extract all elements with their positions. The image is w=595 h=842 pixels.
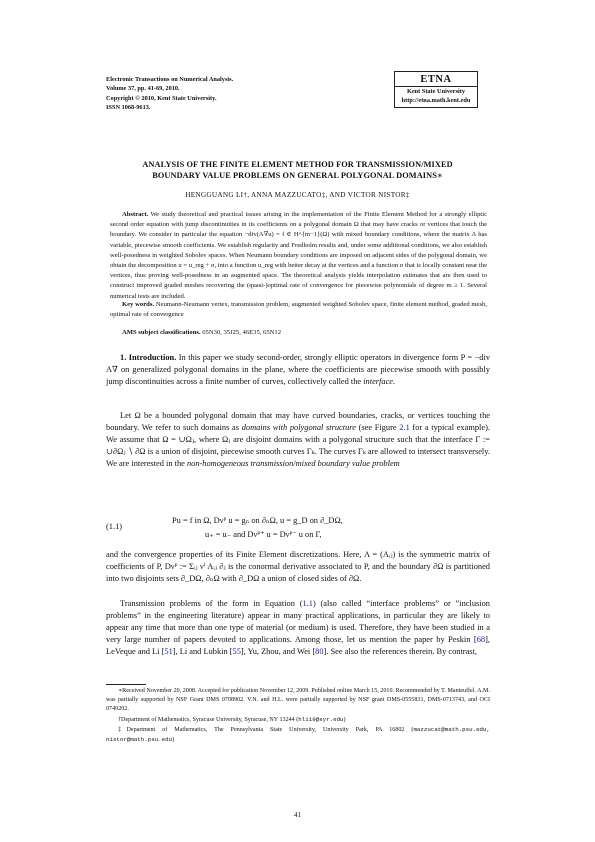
emphasis-interface: interface (363, 377, 394, 387)
emphasis-polygonal-structure: domains with polygonal structure (241, 423, 356, 433)
figure-link[interactable]: 2.1 (399, 423, 410, 433)
affiliation-text: ‡Department of Mathematics, The Pennsylvania State University, University Park, PA 16802 ( (118, 726, 414, 733)
p2-text-a: Let Ω be a bounded polygonal domain that may have curved boundaries, cracks, or vertices touching the boundary. We refer to such domains as (106, 411, 490, 433)
footnotes (106, 687, 490, 745)
footnote-affiliation-1 (106, 715, 490, 725)
emphasis-problem: non-homogeneous transmission/mixed boundary value problem (186, 459, 400, 469)
citation-link[interactable]: 80 (315, 647, 324, 657)
etna-name: ETNA (420, 74, 452, 85)
affiliation-close: ) (343, 716, 346, 723)
p4-text-e: ], Yu, Zhou, and Wei [ (240, 647, 316, 657)
citation-link[interactable]: 55 (232, 647, 241, 657)
journal-name: Electronic Transactions on Numerical Analysis. (106, 76, 234, 83)
footnote-received: ∗Received November 20, 2008. Accepted for publication November 12, 2009. Published online March 15, 2010. Recommended by T. Manteuffel. A.M. was partially supported by NSF Grant DMS 0708902. V.N. and H.L. were partially supported by NSF grant DMS-0555831, DMS-0713743, and OCI 0749202. (106, 688, 490, 713)
equation-link[interactable]: 1.1 (302, 599, 313, 608)
p4-text-b: ) (also called “interface problems” or ”inclusion problems” in the engineering literature) appear in many practical applications, in particular they are likely to appear any time that more than one type of material (or medium) is used. Therefore, they have been studied in a very large number of papers devoted to applications. Among those, let us mention the paper by Peskin [ (106, 599, 490, 645)
p2-text-b: (see Figure (355, 423, 400, 433)
journal-issn: ISSN 1068-9613. (106, 104, 151, 112)
intro-text-end: . (393, 377, 396, 387)
affiliation-text: †Department of Mathematics, Syracuse University, Syracuse, NY 13244 ( (118, 716, 299, 723)
title-line-1: ANALYSIS OF THE FINITE ELEMENT METHOD FOR TRANSMISSION/MIXED (142, 160, 453, 169)
citation-link[interactable]: 51 (164, 647, 173, 657)
p4-text-a: Transmission problems of the form in Equation ( (120, 599, 303, 608)
etna-divider (395, 86, 477, 87)
email-link[interactable]: mazzucat@math.psu.edu, nistor@math.psu.edu (106, 725, 490, 744)
ams-text: 65N30, 35J25, 46E35, 65N12 (202, 329, 281, 336)
journal-copyright: Copyright © 2010, Kent State University. (106, 94, 217, 102)
intro-paragraph-4 (106, 598, 490, 658)
section-heading: 1. Introduction. (120, 353, 177, 362)
keywords (110, 300, 487, 320)
intro-paragraph-2 (106, 410, 490, 470)
etna-university: Kent State University (406, 88, 466, 95)
footnote-rule (106, 684, 146, 685)
equation-number: (1.1) (106, 522, 123, 531)
abstract-label: Abstract. (122, 211, 149, 218)
equation-line-2: u₊ = u₋ and Dνᴾ⁺ u = Dνᴾ⁻ u on Γ, (205, 530, 322, 539)
page-number: 41 (293, 811, 302, 819)
equation-line-1: Pu = f in Ω, Dνᴾ u = gₙ on ∂ₙΩ, u = g_D on ∂_DΩ, (172, 516, 343, 525)
p2-text-c: for a typical example). We assume that Ω = ∪Ωⱼ, where Ωⱼ are disjoint domains with a polygonal structure such that the interface Γ := ∪∂Ωⱼ ∖ ∂Ω is a union of disjoint, piecewise smooth curves Γₖ. The curves Γₖ are allowed to intersect transversely. We are interested in the (106, 423, 490, 469)
abstract (110, 210, 487, 302)
etna-url[interactable]: http://etna.math.kent.edu (401, 96, 471, 104)
p4-text-f: ]. See also the references therein. By contrast, (323, 647, 477, 657)
footnote-affiliation-2 (106, 725, 490, 745)
title-line-2: BOUNDARY VALUE PROBLEMS ON GENERAL POLYGONAL DOMAINS∗ (152, 170, 443, 180)
paper-title (100, 160, 495, 181)
ams-label: AMS subject classifications. (122, 329, 201, 336)
intro-text: In this paper we study second-order, strongly elliptic operators in divergence form P = −div A∇ on generalized polygonal domains in the plane, where the coefficients are piecewise smooth with possibly jump discontinuities across a finite number of curves, collectively called the (106, 353, 491, 387)
p4-text-c: ], LeVeque and Li [ (106, 635, 490, 657)
journal-metadata (106, 75, 306, 113)
author-list: HENGGUANG LI†, ANNA MAZZUCATO‡, AND VICTOR NISTOR‡ (185, 191, 410, 199)
intro-paragraph-1 (106, 352, 490, 388)
citation-link[interactable]: 68 (476, 635, 486, 645)
keywords-text: Neumann-Neumann vertex, transmission problem, augmented weighted Sobolev space, finite element method, graded mesh, optimal rate of convergence (110, 301, 487, 319)
journal-volume: Volume 37, pp. 41-69, 2010. (106, 85, 180, 93)
intro-paragraph-3: and the convergence properties of its Finite Element discretizations. Here, A = (Aᵢⱼ) is the symmetric matrix of coefficients of P, Dνᴾ := Σᵢⱼ νⁱ Aᵢⱼ ∂ⱼ is the conormal derivative associated to P, and the boundary ∂Ω is partitioned into two disjoints sets ∂_DΩ, ∂ₙΩ with ∂_DΩ a union of closed sides of ∂Ω. (106, 550, 490, 584)
etna-logo-box (394, 71, 478, 108)
email-link[interactable]: hli19@syr.edu (298, 715, 344, 723)
abstract-text: We study theoretical and practical issues arising in the implementation of the Finite Element Method for a strongly elliptic second order equation with jump discontinuities in its coefficients on a polygonal domain Ω that may have cracks or vertices that touch the boundary. We consider in particular the equation −div(A∇u) = f ∈ H^{m−1}(Ω) with mixed boundary conditions, where the matrix A has variable, piecewise smooth coefficients. We establish regularity and Fredholm results and, under some additional conditions, we also establish well-posedness in weighted Sobolev spaces. When Neumann boundary conditions are imposed on adjacent sides of the polygonal domain, we obtain the decomposition u = u_reg + σ, into a function u_reg with better decay at the vertices and a function σ that is locally constant near the vertices, thus proving well-posedness in an augmented space. The theoretical analysis yields interpolation estimates that are then used to construct improved graded meshes recovering the (quasi-)optimal rate of convergence for piecewise polynomials of degree m ≥ 1. Several numerical tests are included. (110, 211, 487, 300)
p4-text-d: ], Li and Lubkin [ (172, 647, 233, 657)
ams-classification (110, 329, 487, 336)
affiliation-close: ) (172, 737, 175, 744)
keywords-label: Key words. (122, 301, 155, 308)
